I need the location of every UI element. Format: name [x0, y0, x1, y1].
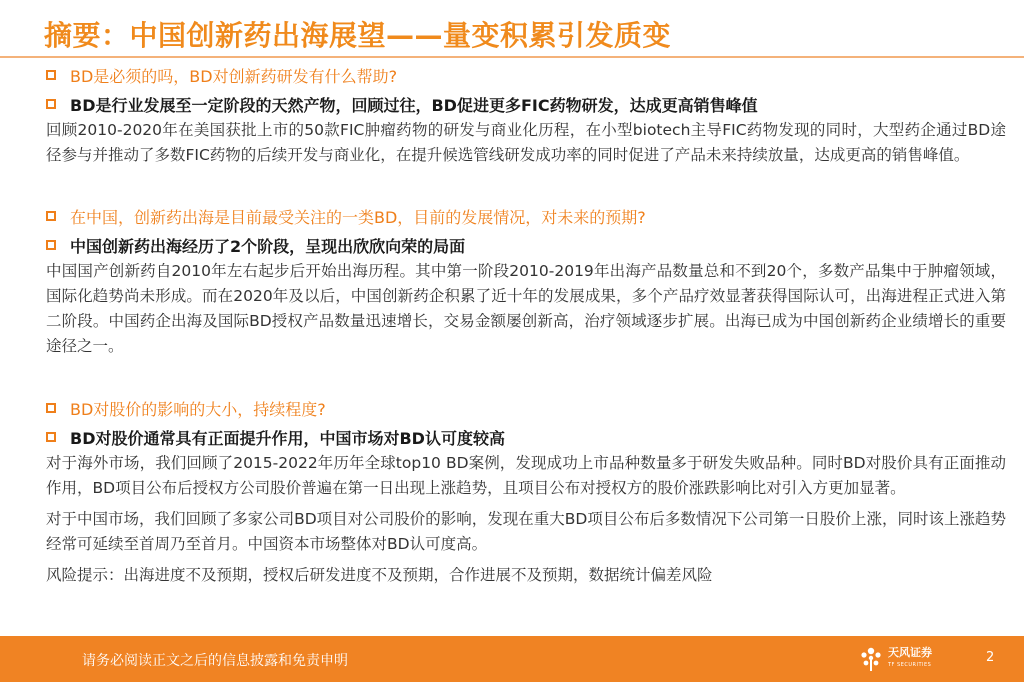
question-text: 在中国，创新药出海是目前最受关注的一类BD，目前的发展情况，对未来的预期? — [70, 207, 646, 227]
logo-name: 天风证券 — [888, 646, 932, 659]
disclaimer-link[interactable]: 请务必阅读正文之后的信息披露和免责申明 — [82, 653, 348, 669]
section-2-paragraph: 中国国产创新药自2010年左右起步后开始出海历程。其中第一阶段2010-2019年出海产品数量总和不到20个，多数产品集中于肿瘤领域，国际化趋势尚未形成。而在2020年及以后，中国创新药企积累了近十年的发展成果，多个产品疗效显著获得国际认可，出海进程正式进入第二阶段。中国药企出海及国际BD授权产品数量迅速增长，交易金额屡创新高，治疗领域逐步扩展。出海已成为中国创新药企业绩增长的重要途径之一。 — [46, 262, 1006, 355]
page-title: 摘要：中国创新药出海展望——量变积累引发质变 — [44, 19, 672, 52]
square-bullet-icon — [46, 99, 56, 109]
summary-content — [46, 60, 1006, 588]
risk-warning: 风险提示：出海进度不及预期，授权后研发进度不及预期，合作进展不及预期，数据统计偏差风险 — [46, 566, 713, 584]
section-3-paragraph-china: 对于中国市场，我们回顾了多家公司BD项目对公司股价的影响，发现在重大BD项目公布后多数情况下公司第一日股价上涨，同时该上涨趋势经常可延续至首周乃至首月。中国资本市场整体对BD认可度高。 — [46, 510, 1006, 553]
section-3-question — [46, 393, 1006, 423]
page-number: 2 — [986, 650, 995, 665]
heading-text: 中国创新药出海经历了2个阶段，呈现出欣欣向荣的局面 — [70, 236, 466, 256]
square-bullet-icon — [46, 432, 56, 442]
section-2-question — [46, 201, 1006, 231]
square-bullet-icon — [46, 403, 56, 413]
square-bullet-icon — [46, 70, 56, 80]
section-3-heading — [46, 423, 1006, 451]
question-text: BD对股价的影响的大小，持续程度? — [70, 399, 326, 419]
footer-bar — [0, 636, 1024, 682]
section-3-paragraph-overseas: 对于海外市场，我们回顾了2015-2022年历年全球top10 BD案例，发现成功上市品种数量多于研发失败品种。同时BD对股价具有正面推动作用，BD项目公布后授权方公司股价普遍在第一日出现上涨趋势，且项目公布对授权方的股价涨跌影响比对引入方更加显著。 — [46, 454, 1006, 497]
logo-subtitle: TF SECURITIES — [888, 662, 932, 668]
square-bullet-icon — [46, 240, 56, 250]
square-bullet-icon — [46, 211, 56, 221]
section-1-paragraph: 回顾2010-2020年在美国获批上市的50款FIC肿瘤药物的研发与商业化历程，在小型biotech主导FIC药物发现的同时，大型药企通过BD途径参与并推动了多数FIC药物的后续开发与商业化，在提升候选管线研发成功率的同时促进了产品未来持续放量，达成更高的销售峰值。 — [46, 121, 1006, 164]
question-text: BD是必须的吗，BD对创新药研发有什么帮助? — [70, 66, 398, 86]
flower-logo-icon — [858, 646, 884, 672]
tf-securities-logo — [858, 644, 932, 674]
heading-text: BD对股价通常具有正面提升作用，中国市场对BD认可度较高 — [70, 428, 505, 448]
section-1-heading — [46, 90, 1006, 118]
section-1-question — [46, 60, 1006, 90]
title-divider — [0, 56, 1024, 58]
heading-text: BD是行业发展至一定阶段的天然产物，回顾过往，BD促进更多FIC药物研发，达成更高销售峰值 — [70, 95, 758, 115]
section-2-heading — [46, 231, 1006, 259]
